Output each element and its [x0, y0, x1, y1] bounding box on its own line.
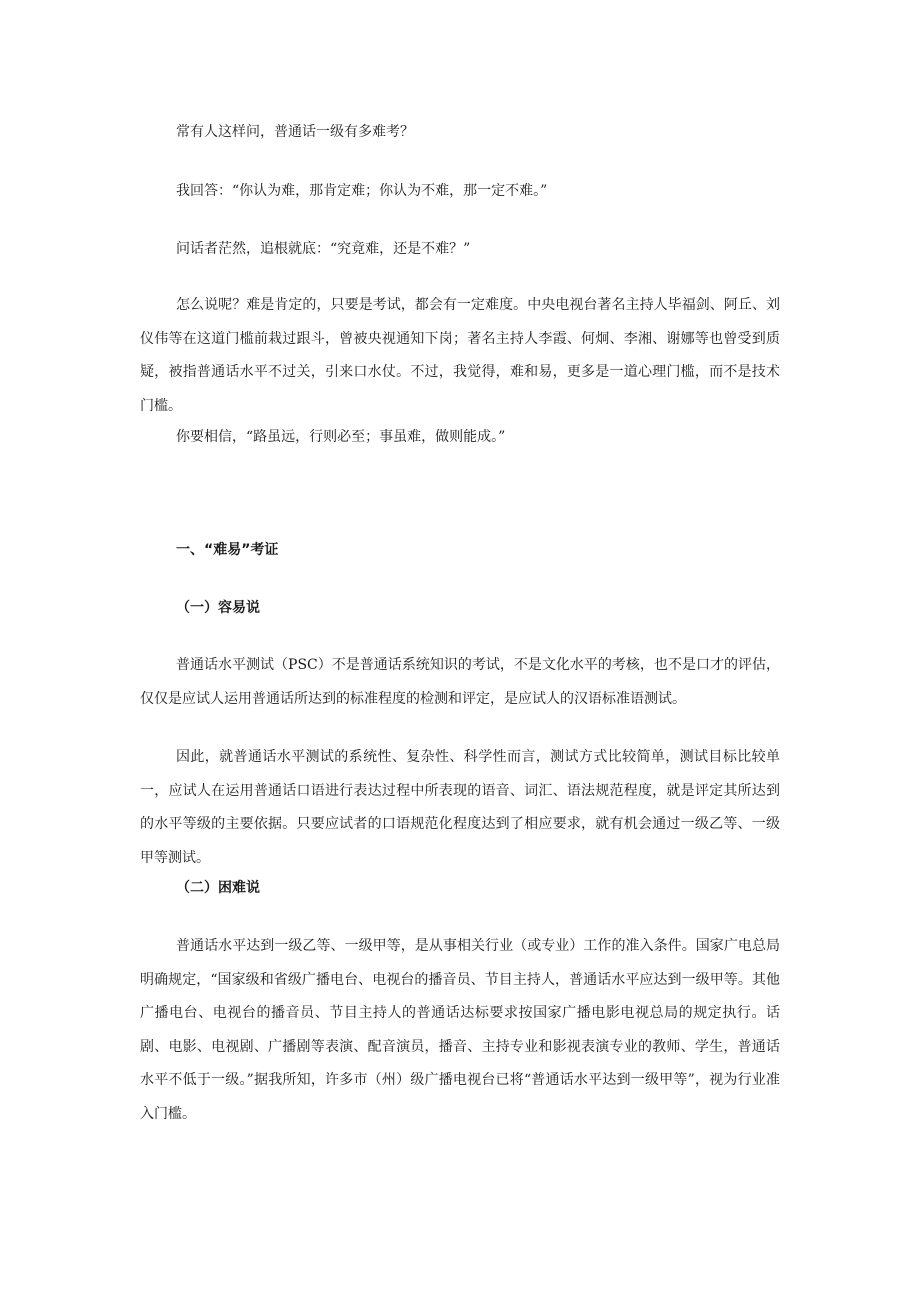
intro-motto-paragraph: 你要相信，“路虽远，行则必至；事虽难，做则能成。” — [176, 429, 506, 445]
section-heading: 一、“难易”考证 — [176, 542, 279, 558]
intro-question-paragraph: 常有人这样问，普通话一级有多难考？ — [176, 124, 414, 140]
intro-explanation-paragraph: 怎么说呢？难是肯定的，只要是考试，都会有一定难度。中央电视台著名主持人毕福剑、阿丘、刘仪伟等在这道门槛前栽过跟斗，曾被央视通知下岗；著名主持人李霞、何炯、李湘、谢娜等也曾受到质疑，被指普通话水平不过关，引来口水仗。不过，我觉得，难和易，更多是一道心理门槛，而不是技术门槛。 — [140, 297, 780, 414]
intro-followup-paragraph: 问话者茫然，追根就底：“究竟难，还是不难？” — [176, 241, 471, 257]
easy-paragraph-1: 普通话水平测试（PSC）不是普通话系统知识的考试，不是文化水平的考核，也不是口才的评估，仅仅是应试人运用普通话所达到的标准程度的检测和评定，是应试人的汉语标准语测试。 — [140, 657, 780, 707]
subsection-heading-hard: （二）困难说 — [176, 880, 260, 896]
easy-paragraph-2: 因此，就普通话水平测试的系统性、复杂性、科学性而言，测试方式比较简单，测试目标比较单一，应试人在运用普通话口语进行表达过程中所表现的语音、词汇、语法规范程度，就是评定其所达到的水平等级的主要依据。只要应试者的口语规范化程度达到了相应要求，就有机会通过一级乙等、一级甲等测试。 — [140, 749, 780, 866]
hard-paragraph-1: 普通话水平达到一级乙等、一级甲等，是从事相关行业（或专业）工作的准入条件。国家广电总局明确规定，“国家级和省级广播电台、电视台的播音员、节目主持人，普通话水平应达到一级甲等。其他广播电台、电视台的播音员、节目主持人的普通话达标要求按国家广播电影电视总局的规定执行。话剧、电影、电视剧、广播剧等表演、配音演员，播音、主持专业和影视表演专业的教师、学生，普通话水平不低于一级。”据我所知，许多市（州）级广播电视台已将“普通话水平达到一级甲等”，视为行业准入门槛。 — [140, 938, 780, 1122]
intro-answer-paragraph: 我回答：“你认为难，那肯定难；你认为不难，那一定不难。” — [176, 183, 548, 199]
subsection-heading-easy: （一）容易说 — [176, 600, 260, 616]
